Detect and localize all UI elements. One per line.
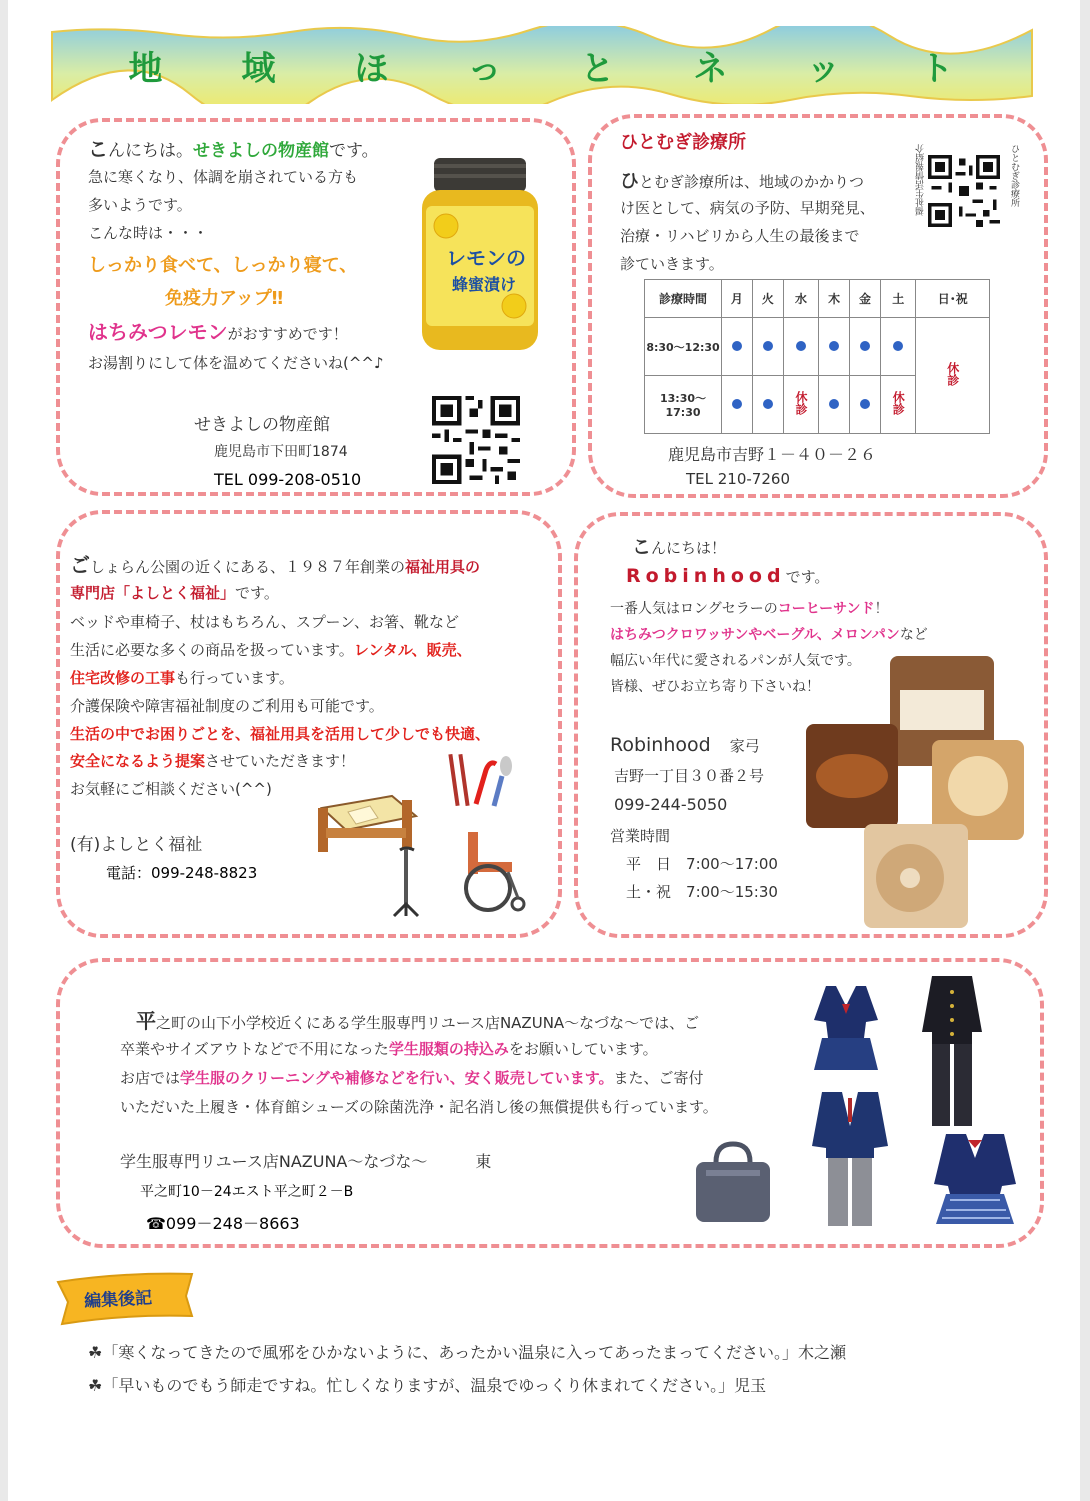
schedule-time-cell: 13:30〜17:30 — [645, 376, 722, 434]
robinhood-greeting: こんにちは！ — [632, 536, 727, 558]
schedule-open-cell — [722, 376, 753, 434]
bussankan-shop-name: せきよしの物産館 — [194, 415, 330, 435]
yoshitoku-shop-name: (有)よしとく福祉 — [70, 835, 203, 855]
bussankan-line: 多いようです。 — [88, 196, 192, 214]
banner-char: ほ — [354, 48, 391, 89]
postscript-label-ribbon — [54, 1268, 196, 1326]
yoshitoku-line: 生活の中でお困りごとを、福祉用具を活用して少しでも快適、 — [70, 725, 491, 743]
clinic-schedule-table — [644, 279, 990, 434]
jar-label-subtitle: 蜂蜜漬け — [452, 275, 517, 294]
schedule-open-cell — [722, 318, 753, 376]
schedule-header-cell: 金 — [850, 280, 881, 318]
bread-photo-collage — [806, 656, 1028, 928]
blazer-uniform-boy-illustration — [808, 1086, 892, 1228]
schedule-closed-cell — [880, 376, 916, 434]
clinic-address: 鹿児島市吉野１－４０－２６ — [668, 445, 877, 464]
banner-char: ネ — [693, 48, 730, 89]
postscript-note: ☘「寒くなってきたので風邪をひかないように、あったかい温泉に入ってあったまってください。」木之瀬 — [88, 1343, 847, 1362]
wheelchair-illustration — [446, 826, 530, 914]
bussankan-greeting: こんにちは。せきよしの物産館です。 — [88, 137, 379, 161]
school-bag-illustration — [692, 1140, 774, 1226]
nazuna-tel: ☎099－248－8663 — [146, 1214, 300, 1233]
gakuran-uniform-illustration — [918, 972, 986, 1128]
nazuna-line: いただいた上履き・体育館シューズの除菌洗浄・記名消し後の無償提供も行っています。 — [120, 1098, 718, 1116]
schedule-header-row — [645, 280, 990, 318]
nazuna-shop-name: 学生服専門リユース店NAZUNA〜なづな〜 東 — [120, 1152, 492, 1171]
clinic-title: ひとむぎ診療所 — [620, 132, 746, 153]
banner-title — [50, 26, 1034, 104]
header-banner — [50, 26, 1034, 104]
open-dot — [860, 341, 870, 351]
open-dot — [829, 399, 839, 409]
schedule-open-cell — [752, 318, 783, 376]
schedule-open-cell — [819, 376, 850, 434]
clinic-line: け医として、病気の予防、早期発見、 — [620, 199, 875, 217]
schedule-header-cell: 日･祝 — [916, 280, 990, 318]
yoshitoku-line: 介護保険や障害福祉制度のご利用も可能です。 — [70, 697, 384, 715]
robinhood-shop-name: Robinhood 家弓 — [610, 734, 760, 756]
robinhood-line: はちみつクロワッサンやベーグル、メロンパンなど — [610, 627, 928, 643]
banner-char: ト — [919, 48, 956, 89]
clinic-line: 治療・リハビリから人生の最後まで — [620, 227, 860, 245]
newsletter-page — [8, 0, 1080, 1501]
bussankan-address: 鹿児島市下田町1874 — [214, 444, 348, 460]
open-dot — [763, 341, 773, 351]
open-dot — [860, 399, 870, 409]
bussankan-line: 急に寒くなり、体調を崩されている方も — [88, 168, 359, 186]
schedule-open-cell — [819, 318, 850, 376]
clinic-qr-side-label: ひとむぎ診療所 — [1009, 144, 1019, 207]
clinic-line: 診ていきます。 — [620, 255, 724, 273]
schedule-time-cell: 8:30〜12:30 — [645, 318, 722, 376]
schedule-row-morning — [645, 318, 990, 376]
yoshitoku-line: 生活に必要な多くの商品を扱っています。レンタル、販売、 — [70, 641, 472, 659]
yoshitoku-tel: 電話：099-248-8823 — [106, 864, 258, 882]
bussankan-line: お湯割りにして体を温めてくださいね(^^♪ — [88, 354, 384, 372]
robinhood-line: 一番人気はロングセラーのコーヒーサンド！ — [610, 601, 889, 617]
robinhood-weekend-hours: 土・祝 7:00〜15:30 — [626, 883, 778, 901]
schedule-open-cell — [850, 318, 881, 376]
yoshitoku-line: ベッドや車椅子、杖はもちろん、スプーン、お箸、靴など — [70, 613, 459, 631]
nazuna-line: 卒業やサイズアウトなどで不用になった学生服類の持込みをお願いしています。 — [120, 1040, 658, 1058]
schedule-closed-cell — [916, 318, 990, 434]
schedule-header-cell: 水 — [783, 280, 819, 318]
schedule-open-cell — [752, 376, 783, 434]
yoshitoku-line: 専門店「よしとく福祉」です。 — [70, 584, 279, 602]
utensils-illustration — [446, 750, 520, 812]
banner-char: 地 — [128, 48, 165, 89]
bussankan-emphasis: しっかり食べて、しっかり寝て、 — [88, 255, 358, 276]
open-dot — [893, 341, 903, 351]
schedule-header-cell: 土 — [880, 280, 916, 318]
nazuna-line: 平之町の山下小学校近くにある学生服専門リユース店NAZUNA〜なづな〜では、ご — [136, 1009, 700, 1033]
nazuna-line: お店では学生服のクリーニングや補修などを行い、安く販売しています。また、ご寄付 — [120, 1069, 704, 1087]
banner-char: と — [580, 48, 617, 89]
jar-label-title: レモンの — [446, 246, 526, 270]
robinhood-weekday-hours: 平 日 7:00〜17:00 — [626, 855, 778, 873]
open-dot — [763, 399, 773, 409]
clinic-qr-side-label: 福祉生活情報紹介 — [916, 144, 926, 216]
bussankan-line: こんな時は・・・ — [88, 224, 209, 242]
open-dot — [732, 399, 742, 409]
yoshitoku-line: お気軽にご相談ください(^^) — [70, 780, 272, 798]
schedule-open-cell — [850, 376, 881, 434]
banner-char: ッ — [806, 48, 843, 89]
closed-label: 休診 — [891, 391, 906, 415]
blazer-uniform-girl-illustration — [930, 1130, 1020, 1226]
closed-label: 休診 — [793, 391, 808, 415]
robinhood-tel: 099-244-5050 — [614, 795, 728, 814]
open-dot — [796, 341, 806, 351]
clinic-tel: TEL 210-7260 — [686, 470, 790, 488]
schedule-header-cell: 月 — [722, 280, 753, 318]
clinic-qr-code — [928, 155, 1000, 227]
schedule-open-cell — [783, 318, 819, 376]
robinhood-line: 幅広い年代に愛されるパンが人気です。 — [610, 653, 861, 669]
schedule-closed-cell — [783, 376, 819, 434]
yoshitoku-line: 安全になるよう提案させていただきます！ — [70, 752, 356, 770]
bussankan-emphasis: 免疫力アップ‼ — [165, 288, 284, 309]
banner-char: 域 — [241, 48, 278, 89]
honey-lemon-jar-image — [416, 156, 544, 356]
nazuna-address: 平之町10－24エスト平之町２－B — [140, 1184, 354, 1200]
robinhood-line: 皆様、ぜひお立ち寄り下さいね！ — [610, 679, 820, 695]
open-dot — [732, 341, 742, 351]
clinic-line: ひとむぎ診療所は、地域のかかりつ — [620, 170, 865, 192]
banner-char: っ — [467, 48, 504, 89]
schedule-header-cell: 火 — [752, 280, 783, 318]
robinhood-hours-label: 営業時間 — [610, 827, 671, 845]
bussankan-qr-code — [432, 396, 520, 484]
schedule-header-cell: 木 — [819, 280, 850, 318]
yoshitoku-line: 住宅改修の工事も行っています。 — [70, 669, 294, 687]
bussankan-product-line: はちみつレモンがおすすめです！ — [88, 320, 348, 344]
robinhood-address: 吉野一丁目３０番２号 — [614, 767, 765, 785]
open-dot — [829, 341, 839, 351]
postscript-label: 編集後記 — [83, 1288, 153, 1312]
schedule-open-cell — [880, 318, 916, 376]
cane-illustration — [386, 844, 426, 920]
bussankan-tel: TEL 099-208-0510 — [214, 470, 362, 489]
postscript-note: ☘「早いものでもう師走ですね。忙しくなりますが、温泉でゆっくり休まれてください。」児玉 — [88, 1376, 767, 1395]
sailor-uniform-illustration — [808, 980, 884, 1072]
schedule-header-cell: 診療時間 — [645, 280, 722, 318]
closed-label: 休診 — [945, 362, 960, 386]
robinhood-name-line: Robinhoodです。 — [626, 565, 830, 587]
yoshitoku-line: ごしょらん公園の近くにある、１９８７年創業の福祉用具の — [70, 553, 481, 577]
